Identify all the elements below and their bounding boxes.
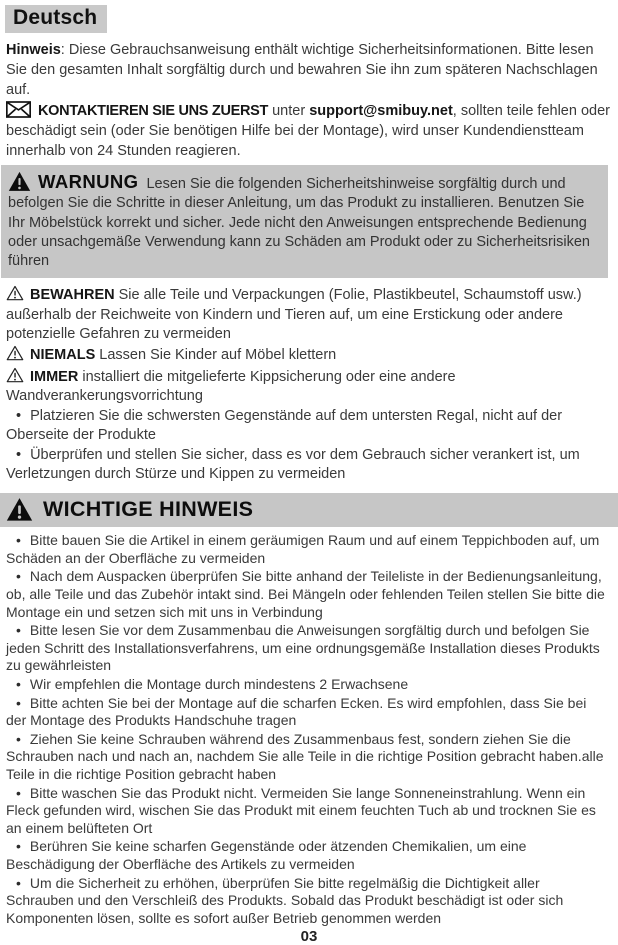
- important-bullet: [0, 785, 618, 838]
- caution-text: Sie alle Teile und Verpackungen (Folie, Plastikbeutel, Schaumstoff usw.) außerhalb der Reichweite von Kindern und Tieren auf, um eine Erstickung oder andere potenzielle Gefahren zu vermeiden: [6, 287, 582, 343]
- important-bullet: [0, 875, 618, 928]
- caution-item-immer: [0, 367, 618, 407]
- bullet-marker: •: [16, 874, 21, 891]
- warnung-text: Lesen Sie die folgenden Sicherheitshinweise sorgfältig durch und befolgen Sie die Schritte in dieser Anleitung, um das Produkt zu installieren. Benutzen Sie Ihr Möbelstück korrekt und sicher. Jede nicht den Anweisungen entsprechende Bedienung oder unsachgemäße Verwendung kann zu Schäden am Produkt oder zu Sicherheitsrisiken führen: [8, 176, 590, 270]
- warnung-title: WARNUNG: [38, 171, 139, 192]
- important-bullet: [0, 676, 618, 694]
- important-bullet-text: Wir empfehlen die Montage durch mindestens 2 Erwachsene: [29, 676, 409, 693]
- wichtige-hinweis-header: [0, 493, 618, 527]
- bullet-marker: •: [16, 408, 22, 425]
- safety-bullet: [0, 446, 618, 484]
- bullet-marker: •: [16, 784, 21, 801]
- important-bullet-text: Bitte waschen Sie das Produkt nicht. Vermeiden Sie lange Sonneneinstrahlung. Wenn ein Fleck gefunden wird, wischen Sie das Produkt mit einem feuchten Tuch ab und trocknen Sie es an einem belüfteten Ort: [6, 784, 596, 836]
- important-notes-list: [0, 532, 618, 927]
- caution-keyword: NIEMALS: [30, 347, 96, 364]
- bullet-marker: •: [16, 532, 21, 549]
- contact-paragraph: [0, 101, 618, 161]
- contact-email: support@smibuy.net: [309, 103, 453, 119]
- caution-keyword: BEWAHREN: [30, 287, 115, 304]
- caution-text: installiert die mitgelieferte Kippsicherung oder eine andere Wandverankerungsvorrichtung: [6, 368, 456, 404]
- contact-mid: unter: [268, 103, 310, 119]
- bullet-marker: •: [16, 730, 21, 747]
- important-bullet: [0, 568, 618, 621]
- caution-text: Lassen Sie Kinder auf Möbel klettern: [95, 347, 337, 364]
- warning-triangle-outline-icon: [6, 285, 24, 301]
- important-bullet-text: Berühren Sie keine scharfen Gegenstände oder ätzenden Chemikalien, um eine Beschädigung der Oberfläche des Artikels zu vermeiden: [6, 838, 527, 872]
- page-number: 03: [300, 928, 318, 945]
- important-bullet-text: Bitte lesen Sie vor dem Zusammenbau die Anweisungen sorgfältig durch und befolgen Sie jeden Schritt des Installationsverfahrens, um eine ordnungsgemäße Installation dieses Produkts zu gewährleisten: [6, 622, 600, 674]
- important-bullet: [0, 622, 618, 675]
- safety-bullet-text: Platzieren Sie die schwersten Gegenstände auf dem untersten Regal, nicht auf der Oberseite der Produkte: [6, 408, 563, 444]
- warning-triangle-filled-icon: [6, 497, 33, 522]
- language-header: Deutsch: [5, 5, 107, 33]
- important-bullet: [0, 532, 618, 567]
- contact-rest: , sollten teile fehlen oder beschädigt sein (oder Sie benötigen Hilfe bei der Montage), wird unser Kundendienstteam innerhalb von 24 Stunden reagieren.: [6, 103, 610, 159]
- important-bullet-text: Bitte achten Sie bei der Montage auf die scharfen Ecken. Es wird empfohlen, dass Sie bei der Montage des Produkts Handschuhe tragen: [6, 694, 587, 729]
- important-bullet: [0, 695, 618, 730]
- bullet-marker: •: [16, 838, 21, 855]
- important-bullet-text: Bitte bauen Sie die Artikel in einem geräumigen Raum und auf einem Teppichboden auf, um Schäden an der Oberfläche zu vermeiden: [6, 532, 600, 566]
- warnung-box: [1, 165, 608, 278]
- wichtige-hinweis-title: WICHTIGE HINWEIS: [43, 497, 254, 522]
- warning-triangle-outline-icon: [6, 345, 24, 361]
- bullet-marker: •: [16, 676, 21, 693]
- warning-triangle-outline-icon: [6, 367, 24, 383]
- hinweis-text: Diese Gebrauchsanweisung enthält wichtige Sicherheitsinformationen. Bitte lesen Sie den gesamten Inhalt sorgfältig durch und bewahren Sie ihn zum späteren Nachschlagen auf.: [6, 42, 598, 98]
- important-bullet-text: Ziehen Sie keine Schrauben während des Zusammenbaus fest, sondern ziehen Sie die Schrauben nach und nach an, nachdem Sie alle Teile in die richtige Position gebracht haben.alle Teile in die richtige Position gebracht haben: [6, 730, 604, 782]
- important-bullet: [0, 838, 618, 873]
- bullet-marker: •: [16, 568, 21, 585]
- hinweis-label: Hinweis: [6, 42, 61, 58]
- envelope-icon: [6, 101, 31, 118]
- contact-lead: KONTAKTIEREN SIE UNS ZUERST: [38, 103, 269, 119]
- hinweis-paragraph: [0, 40, 618, 100]
- caution-keyword: IMMER: [30, 368, 79, 385]
- safety-bullet: [0, 407, 618, 445]
- important-bullet: [0, 731, 618, 784]
- bullet-marker: •: [16, 447, 22, 464]
- warning-triangle-filled-icon: [8, 171, 31, 192]
- caution-item-bewahren: [0, 285, 618, 344]
- important-bullet-text: Um die Sicherheit zu erhöhen, überprüfen Sie bitte regelmäßig die Dichtigkeit aller Schrauben und den Verschleiß des Produkts. Sobald das Produkt beschädigt ist oder sich Komponenten lösen, sollte es sofort außer Betrieb genommen werden: [6, 874, 564, 926]
- bullet-marker: •: [16, 694, 21, 711]
- caution-item-niemals: [0, 345, 618, 365]
- important-bullet-text: Nach dem Auspacken überprüfen Sie bitte anhand der Teileliste in der Bedienungsanleitung, ob, alle Teile und das Zubehör intakt sind. Bei Mängeln oder fehlenden Teilen stellen Sie bitte die Montage ein und setzen sich mit uns in Verbindung: [6, 568, 605, 620]
- safety-bullet-text: Überprüfen und stellen Sie sicher, dass es vor dem Gebrauch sicher verankert ist, um Verletzungen durch Stürze und Kippen zu vermeiden: [6, 447, 580, 483]
- bullet-marker: •: [16, 622, 21, 639]
- hinweis-sep: :: [60, 42, 69, 58]
